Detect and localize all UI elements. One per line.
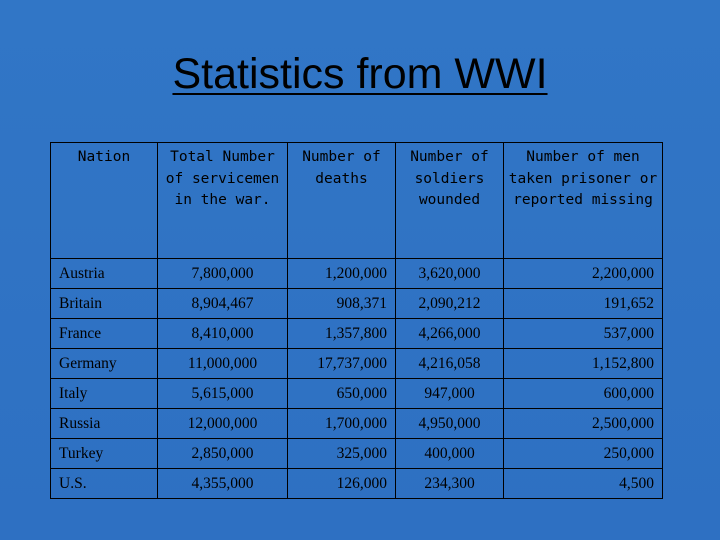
cell-deaths: 650,000	[288, 379, 396, 409]
cell-deaths: 1,200,000	[288, 259, 396, 289]
table-row	[51, 289, 663, 319]
cell-wounded: 2,090,212	[396, 289, 504, 319]
slide-title: Statistics from WWI	[172, 50, 548, 98]
cell-deaths: 17,737,000	[288, 349, 396, 379]
cell-deaths: 1,357,800	[288, 319, 396, 349]
cell-wounded: 3,620,000	[396, 259, 504, 289]
cell-total: 4,355,000	[158, 469, 288, 499]
table-row	[51, 319, 663, 349]
table-row	[51, 439, 663, 469]
header-prisoner-missing: Number of men taken prisoner or reported missing	[504, 143, 663, 259]
cell-total: 8,904,467	[158, 289, 288, 319]
cell-total: 2,850,000	[158, 439, 288, 469]
cell-nation: Turkey	[51, 439, 158, 469]
cell-nation: Russia	[51, 409, 158, 439]
table-row	[51, 349, 663, 379]
table-row	[51, 409, 663, 439]
cell-prisoner: 537,000	[504, 319, 663, 349]
cell-prisoner: 4,500	[504, 469, 663, 499]
header-total-servicemen: Total Number of servicemen in the war.	[158, 143, 288, 259]
header-wounded: Number of soldiers wounded	[396, 143, 504, 259]
cell-deaths: 1,700,000	[288, 409, 396, 439]
table-row	[51, 259, 663, 289]
cell-wounded: 400,000	[396, 439, 504, 469]
cell-prisoner: 2,200,000	[504, 259, 663, 289]
cell-total: 5,615,000	[158, 379, 288, 409]
cell-total: 12,000,000	[158, 409, 288, 439]
table-row	[51, 469, 663, 499]
cell-nation: Austria	[51, 259, 158, 289]
table-row	[51, 379, 663, 409]
wwi-statistics-table	[50, 142, 663, 499]
table-header-row	[51, 143, 663, 259]
cell-nation: Britain	[51, 289, 158, 319]
cell-total: 11,000,000	[158, 349, 288, 379]
cell-deaths: 325,000	[288, 439, 396, 469]
cell-wounded: 234,300	[396, 469, 504, 499]
cell-prisoner: 2,500,000	[504, 409, 663, 439]
cell-nation: Germany	[51, 349, 158, 379]
cell-prisoner: 1,152,800	[504, 349, 663, 379]
cell-prisoner: 600,000	[504, 379, 663, 409]
cell-deaths: 126,000	[288, 469, 396, 499]
cell-wounded: 947,000	[396, 379, 504, 409]
header-nation: Nation	[51, 143, 158, 259]
cell-deaths: 908,371	[288, 289, 396, 319]
cell-total: 7,800,000	[158, 259, 288, 289]
cell-nation: U.S.	[51, 469, 158, 499]
cell-total: 8,410,000	[158, 319, 288, 349]
cell-wounded: 4,950,000	[396, 409, 504, 439]
header-deaths: Number of deaths	[288, 143, 396, 259]
cell-nation: France	[51, 319, 158, 349]
cell-prisoner: 250,000	[504, 439, 663, 469]
cell-wounded: 4,266,000	[396, 319, 504, 349]
cell-wounded: 4,216,058	[396, 349, 504, 379]
cell-nation: Italy	[51, 379, 158, 409]
cell-prisoner: 191,652	[504, 289, 663, 319]
